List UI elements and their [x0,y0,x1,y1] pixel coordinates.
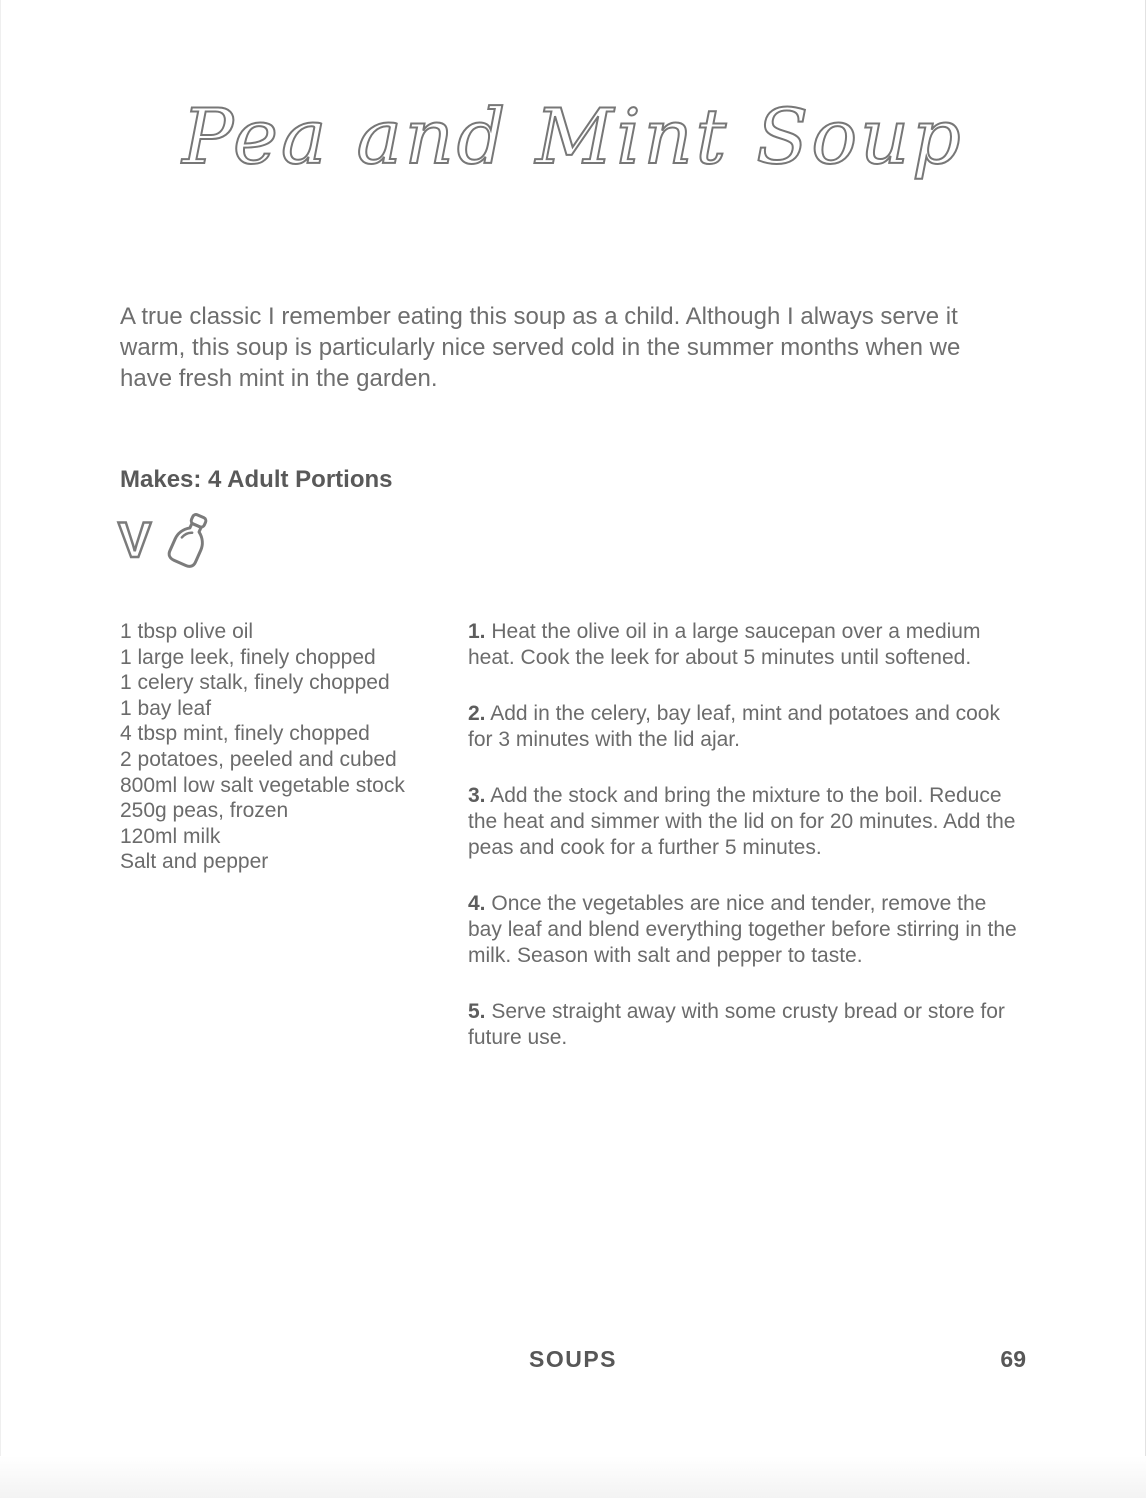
step-number: 5. [468,1000,486,1023]
ingredient-item: 1 bay leaf [120,696,212,720]
instructions [468,619,1020,1081]
milk-bottle-icon [163,510,217,570]
step-item [468,619,1020,671]
step-item [468,891,1020,969]
step-item [468,999,1020,1051]
step-text: Serve straight away with some crusty bread or store for future use. [468,1000,1005,1049]
ingredients-list [120,619,450,875]
step-text: Heat the olive oil in a large saucepan over a medium heat. Cook the leek for about 5 minutes until softened. [468,620,981,669]
intro-text: A true classic I remember eating this soup as a child. Although I always serve it warm, this soup is particularly nice served cold in the summer months when we have fresh mint in the garden. [120,303,961,392]
ingredient-item: 1 large leek, finely chopped [120,645,376,669]
ingredient-item: 1 tbsp olive oil [120,620,254,643]
page-bottom-shading [0,1456,1146,1498]
ingredient-item: 800ml low salt vegetable stock [120,773,405,797]
ingredient-item: 4 tbsp mint, finely chopped [120,722,370,746]
ingredient-item: 2 potatoes, peeled and cubed [120,747,397,771]
dietary-icons [118,510,217,570]
step-number: 2. [468,702,486,725]
ingredient-item: 1 celery stalk, finely chopped [120,671,390,695]
footer-page-number: 69 [1000,1346,1026,1372]
step-text: Add in the celery, bay leaf, mint and potatoes and cook for 3 minutes with the lid ajar. [468,702,1000,751]
step-number: 3. [468,784,486,807]
ingredient-item: Salt and pepper [120,850,269,874]
ingredient-item: 250g peas, frozen [120,799,289,823]
vegetarian-icon: V [118,512,152,568]
step-number: 4. [468,892,486,915]
step-text: Add the stock and bring the mixture to the boil. Reduce the heat and simmer with the lid on for 20 minutes. Add the peas and cook for a further 5 minutes. [468,784,1016,859]
footer-section-label: SOUPS [528,1346,618,1372]
ingredient-item: 120ml milk [120,824,221,848]
step-item [468,783,1020,861]
step-text: Once the vegetables are nice and tender, remove the bay leaf and blend everything together before stirring in the milk. Season with salt and pepper to taste. [468,892,1017,967]
step-item [468,701,1020,753]
page-title: Pea and Mint Soup [182,92,964,181]
step-number: 1. [468,620,486,643]
makes-heading: Makes: 4 Adult Portions [120,466,393,493]
